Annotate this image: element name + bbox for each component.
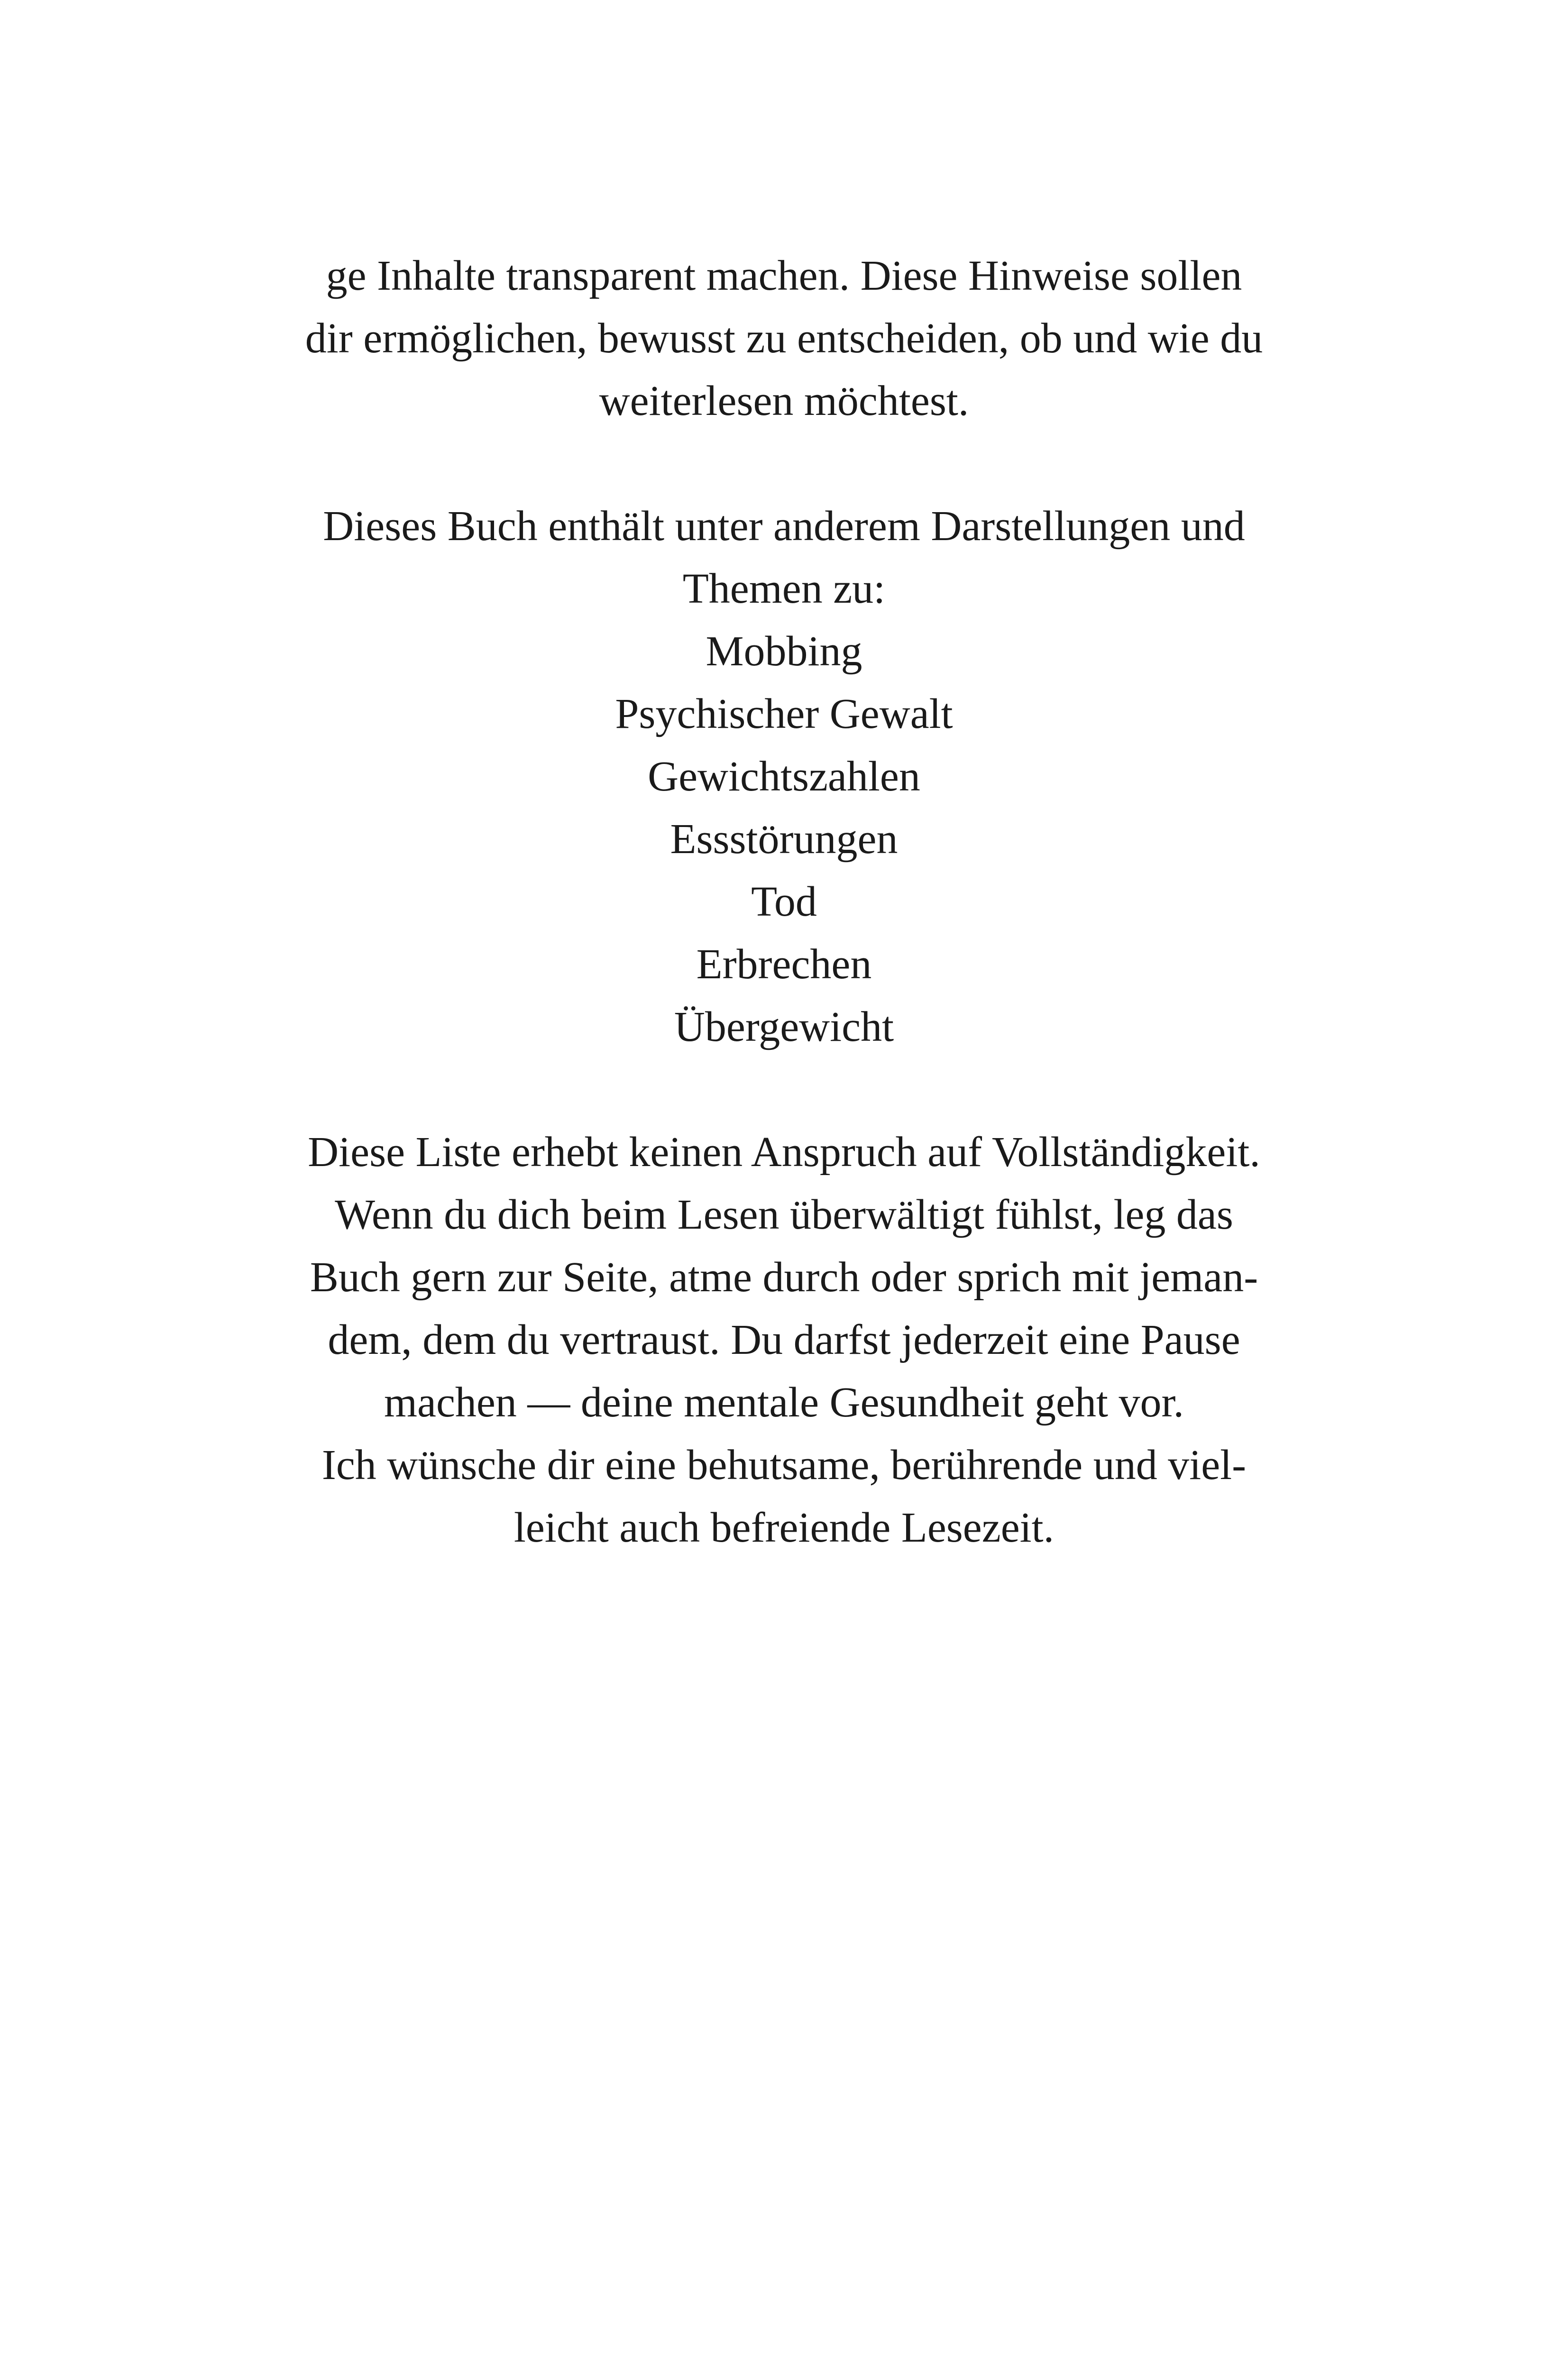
intro-line: weiterlesen möchtest.	[599, 377, 969, 424]
closing-line: leicht auch befreiende Lesezeit.	[513, 1504, 1055, 1551]
topics-heading-line: Dieses Buch enthält unter anderem Darstellungen und	[323, 503, 1245, 550]
intro-line: ge Inhalte transparent machen. Diese Hinweise sollen	[326, 252, 1242, 299]
topic-item: Psychischer Gewalt	[615, 690, 953, 737]
closing-line: Wenn du dich beim Lesen überwältigt fühlst, leg das	[335, 1191, 1233, 1238]
topic-item: Tod	[751, 878, 817, 925]
intro-paragraph	[237, 245, 1331, 432]
content-warning-list	[237, 495, 1331, 1058]
intro-line: dir ermöglichen, bewusst zu entscheiden, ob und wie du	[305, 315, 1263, 362]
topic-item: Erbrechen	[696, 941, 872, 988]
closing-line: Buch gern zur Seite, atme durch oder sprich mit jeman-	[310, 1254, 1258, 1301]
topics-heading-line: Themen zu:	[682, 565, 886, 612]
topic-item: Mobbing	[706, 628, 862, 675]
closing-line: dem, dem du vertraust. Du darfst jederzeit eine Pause	[328, 1316, 1240, 1363]
closing-line: machen — deine mentale Gesundheit geht vor.	[384, 1379, 1184, 1426]
topic-item: Essstörungen	[670, 816, 898, 863]
closing-paragraph	[237, 1121, 1331, 1559]
topic-item: Gewichtszahlen	[648, 753, 920, 800]
closing-line: Diese Liste erhebt keinen Anspruch auf Vollständigkeit.	[308, 1129, 1260, 1176]
closing-line: Ich wünsche dir eine behutsame, berührende und viel-	[321, 1442, 1247, 1489]
topic-item: Übergewicht	[674, 1003, 894, 1050]
